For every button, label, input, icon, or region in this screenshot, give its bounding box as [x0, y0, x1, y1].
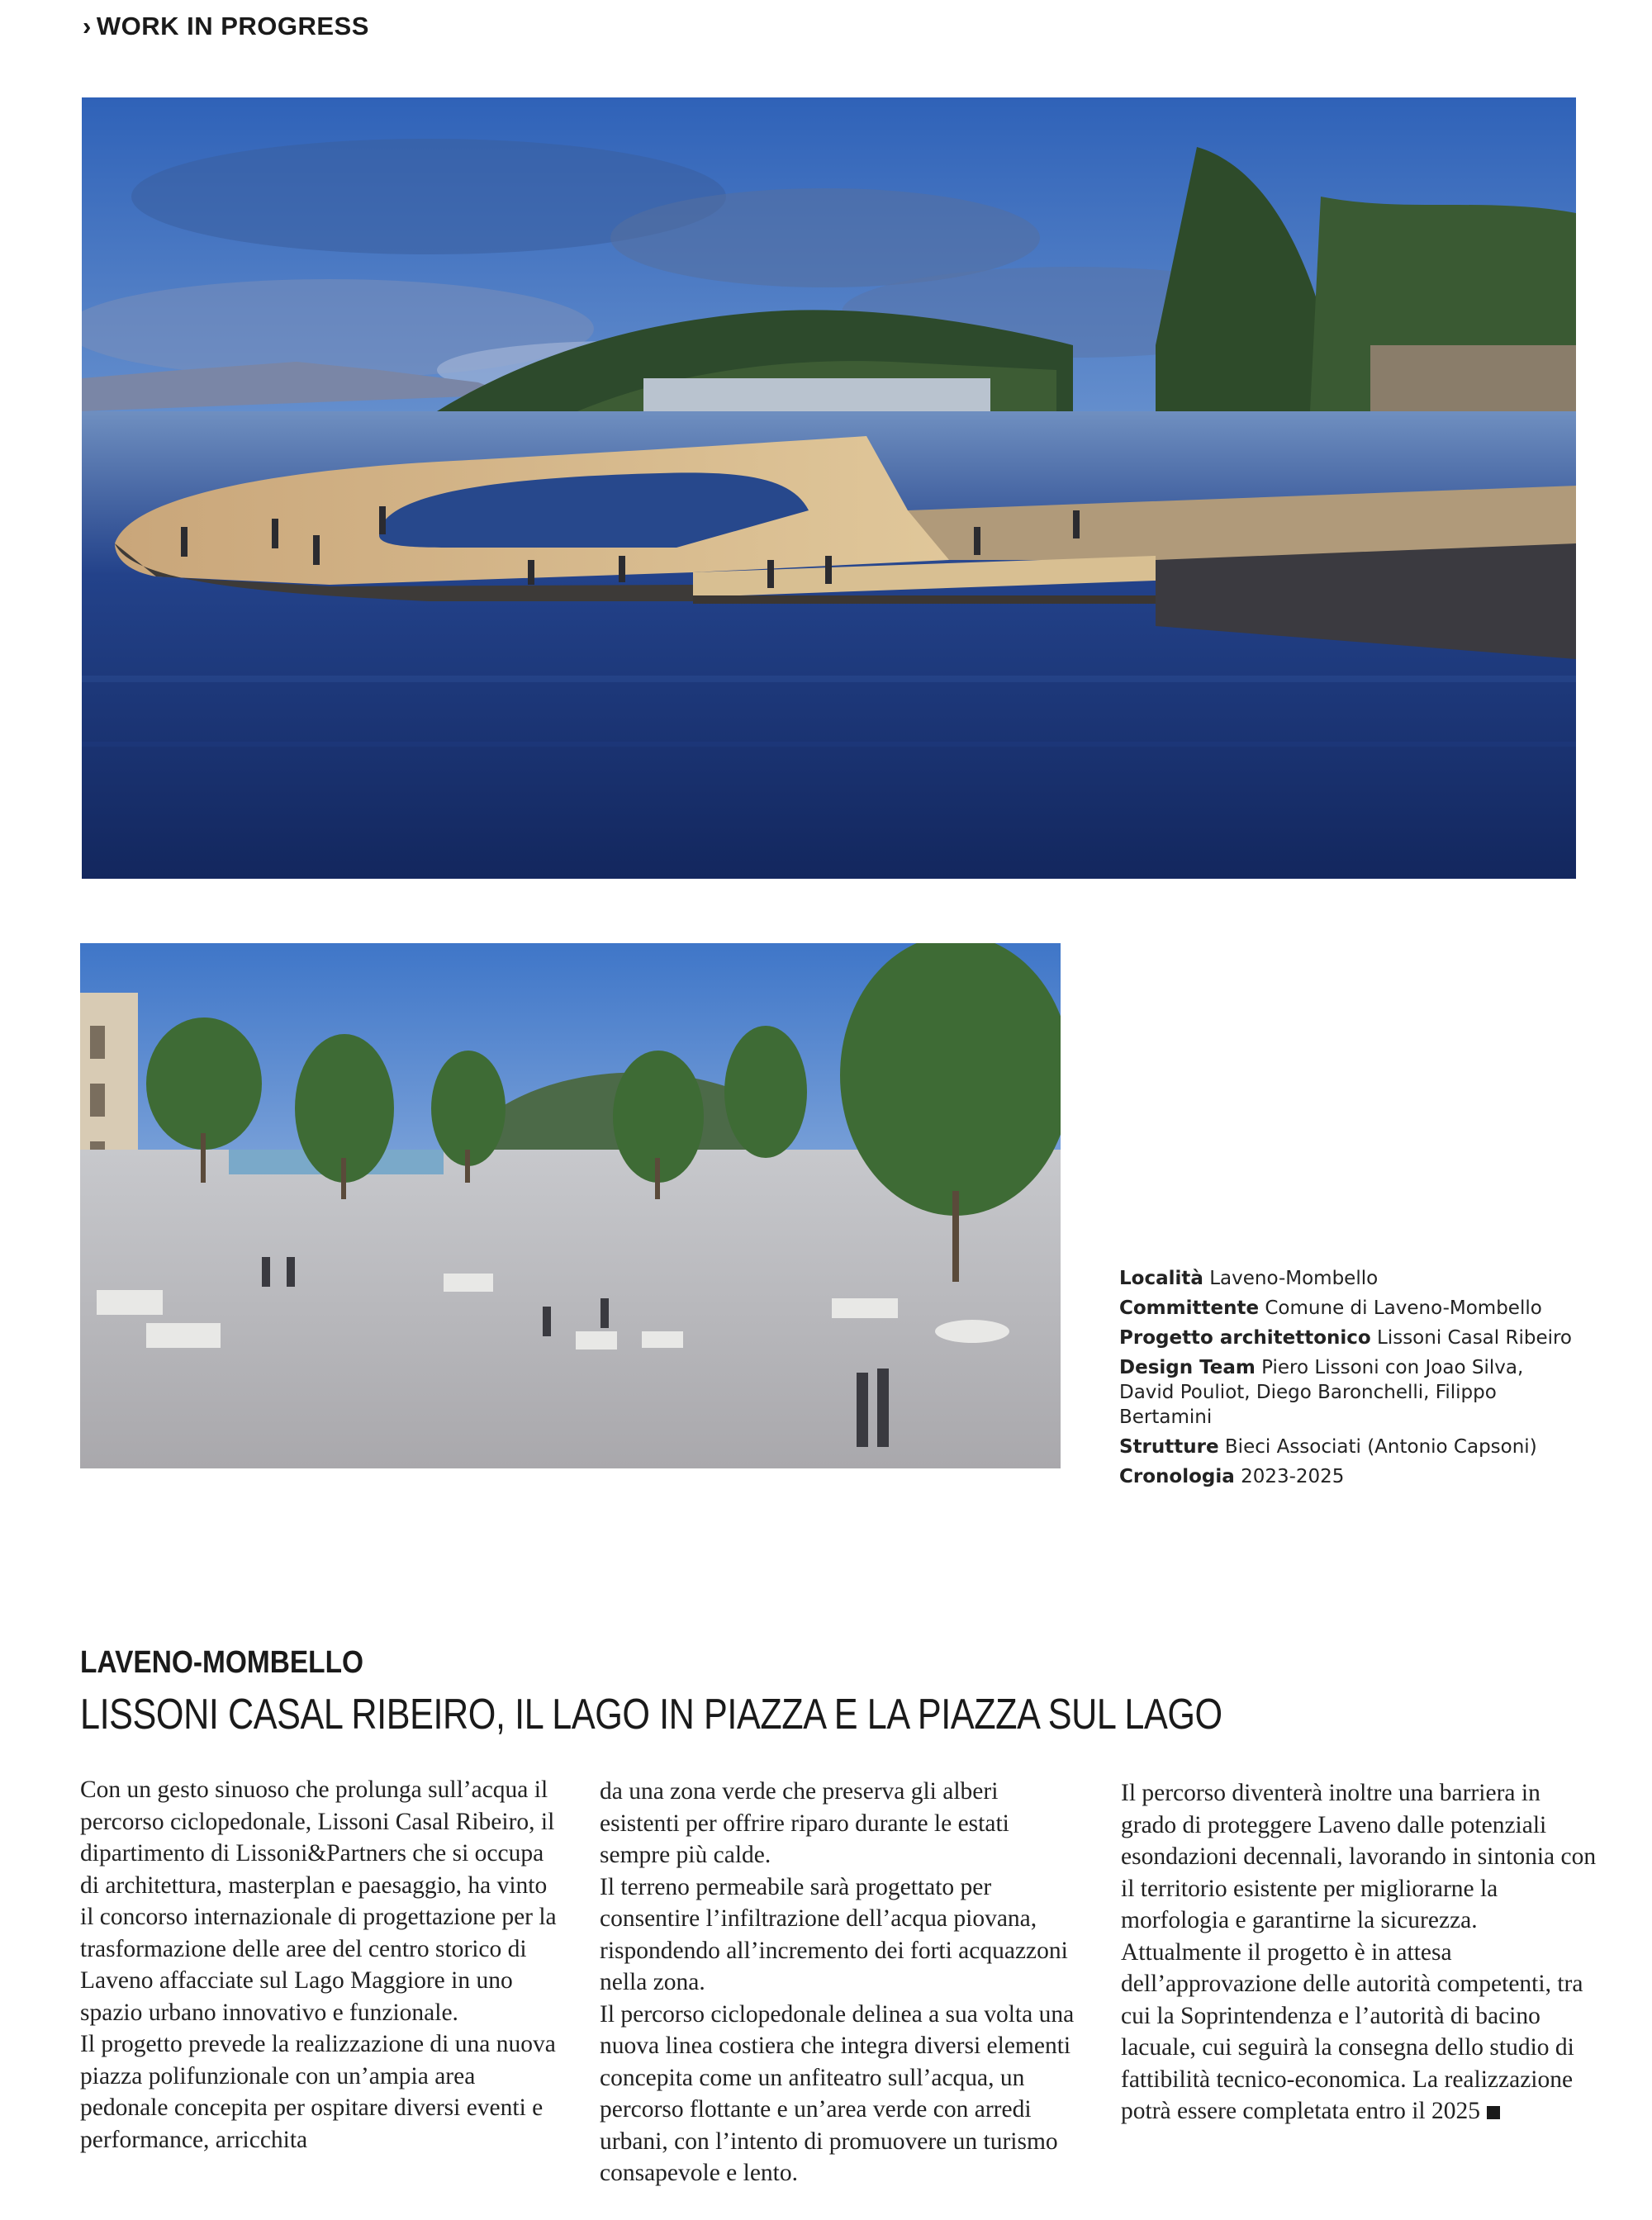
paragraph: da una zona verde che preserva gli alberi esistenti per offrire riparo durante le estati sempre più calde. [600, 1778, 1009, 1868]
article-kicker: LAVENO-MOMBELLO [80, 1645, 364, 1680]
paragraph: Il progetto prevede la realizzazione di una nuova piazza polifunzionale con un’ampia area pedonale concepita per ospitare diversi eventi e performance, arricchita [80, 2031, 556, 2153]
credit-cronologia: Cronologia 2023-2025 [1119, 1466, 1345, 1487]
article-column-3 [1121, 1777, 1600, 2128]
paragraph: Il percorso ciclopedonale delinea a sua volta una nuova linea costiera che integra diversi elementi concepita come un anfiteatro sull’acqua, un percorso flottante e un’area verde con arredi urbani, con l’intento di promuovere un turismo consapevole e lento. [600, 2000, 1075, 2186]
credit-localita: Località Laveno-Mombello [1119, 1268, 1379, 1289]
paragraph: Il percorso diventerà inoltre una barriera in grado di proteggere Laveno dalle potenziali esondazioni decennali, lavorando in sintonia con il territorio esistente per migliorarne la morfologia e garantirne la sicurezza. [1121, 1780, 1597, 1933]
piazza-render-illustration [80, 943, 1061, 1468]
lakefront-floating-walkway-render [82, 97, 1576, 879]
article-column-1 [80, 1774, 559, 2156]
chevron-right-icon: › [83, 12, 92, 40]
article-headline: LISSONI CASAL RIBEIRO, IL LAGO IN PIAZZA E LA PIAZZA SUL LAGO [80, 1691, 1222, 1739]
project-credits [1119, 1264, 1582, 1492]
end-mark-icon [1487, 2106, 1500, 2119]
section-tag-label: WORK IN PROGRESS [96, 12, 369, 40]
article-column-2 [600, 1776, 1079, 2189]
paragraph: Il terreno permeabile sarà progettato per consentire l’infiltrazione dell’acqua piovana, rispondendo all’incremento dei forti acquazzoni nella zona. [600, 1873, 1068, 1995]
section-tag [83, 12, 369, 41]
credit-strutture: Strutture Bieci Associati (Antonio Capsoni) [1119, 1436, 1537, 1458]
paragraph-final: Attualmente il progetto è in attesa dell’approvazione delle autorità competenti, tra cui la Soprintendenza e l’autorità di bacino lacuale, cui seguirà la consegna dello studio di fattibilità tecnico-economica. La realizzazione potrà essere completata entro il 2025 [1121, 1938, 1583, 2124]
walkway-render-illustration [82, 97, 1576, 879]
lakeside-piazza-render [80, 943, 1061, 1468]
credit-committente: Committente Comune di Laveno-Mombello [1119, 1297, 1542, 1319]
credit-design-team: Design Team Piero Lissoni con Joao Silva, David Pouliot, Diego Baronchelli, Filippo Bertamini [1119, 1357, 1524, 1428]
credit-progetto-architettonico: Progetto architettonico Lissoni Casal Ribeiro [1119, 1327, 1573, 1349]
paragraph: Con un gesto sinuoso che prolunga sull’acqua il percorso ciclopedonale, Lissoni Casal Ribeiro, il dipartimento di Lissoni&Partners che si occupa di architettura, masterplan e paesaggio, ha vinto il concorso internazionale di progettazione per la trasformazione delle aree del centro storico di Laveno affacciate sul Lago Maggiore in uno spazio urbano innovativo e funzionale. [80, 1776, 557, 2026]
